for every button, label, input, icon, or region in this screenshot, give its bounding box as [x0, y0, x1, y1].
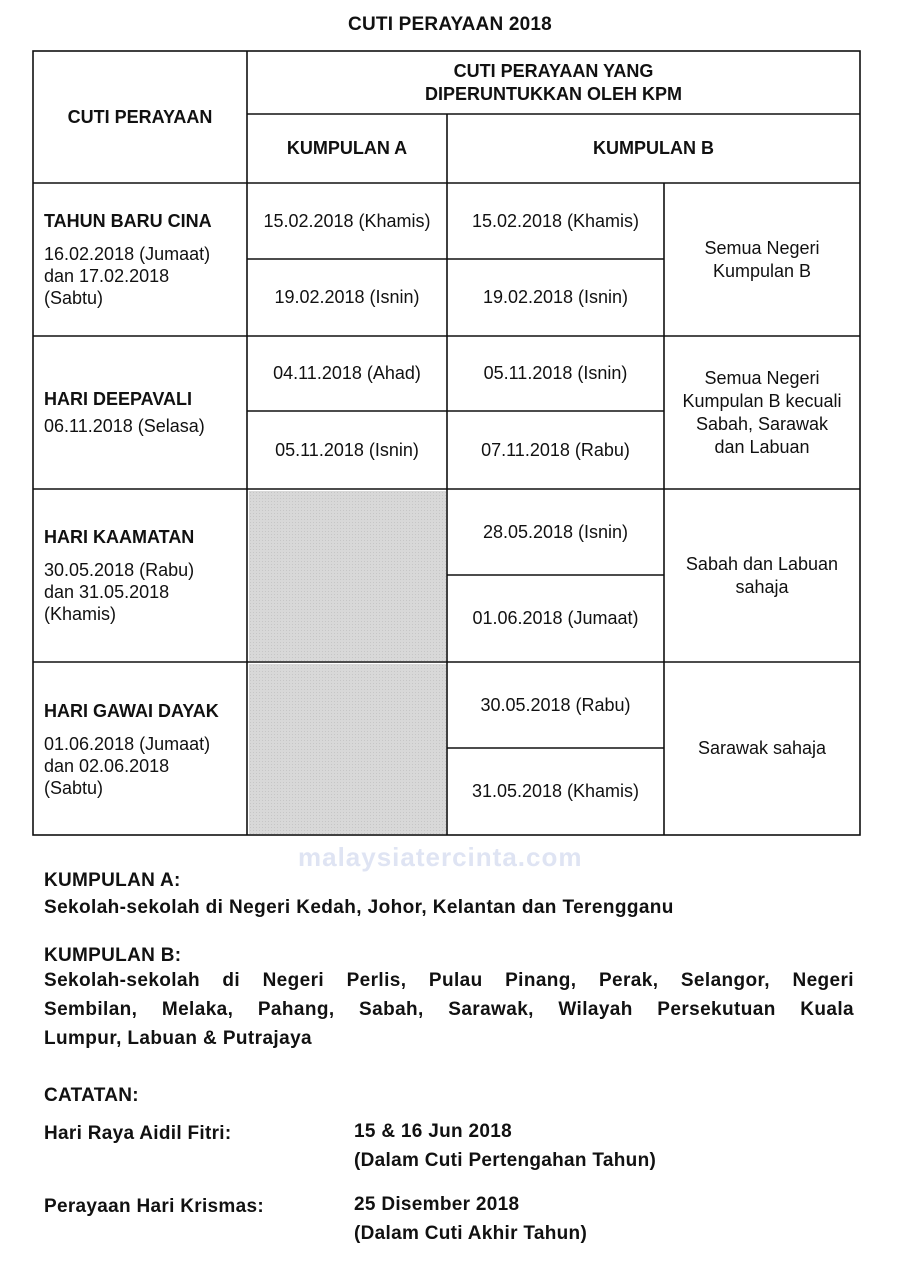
scope-line: Semua Negeri — [704, 367, 820, 388]
kumpulan-b-scope — [665, 337, 859, 488]
festival-tahun-baru-cina — [44, 210, 244, 309]
festival-hari-gawai-dayak — [44, 700, 244, 799]
kumpulan-b-line: Sembilan, Melaka, Pahang, Sabah, Sarawak, Wilayah Persekutuan Kuala — [44, 999, 854, 1020]
note-sub: (Dalam Cuti Akhir Tahun) — [354, 1223, 588, 1244]
scope-line: Sabah dan Labuan — [685, 553, 839, 574]
catatan-heading: CATATAN: — [44, 1085, 139, 1106]
kumpulan-b-date: 19.02.2018 (Isnin) — [482, 287, 629, 307]
kumpulan-b-date: 01.06.2018 (Jumaat) — [472, 608, 639, 628]
kumpulan-b-heading: KUMPULAN B: — [44, 945, 182, 966]
kumpulan-a-date: 04.11.2018 (Ahad) — [273, 363, 421, 383]
scope-line: sahaja — [735, 576, 789, 597]
scope-line: Kumpulan B — [712, 260, 812, 281]
kumpulan-a-date: 19.02.2018 (Isnin) — [274, 287, 420, 307]
festival-date-line: 01.06.2018 (Jumaat) — [44, 734, 211, 754]
kumpulan-b-date: 15.02.2018 (Khamis) — [471, 210, 640, 231]
scope-line: Semua Negeri — [704, 237, 820, 258]
kumpulan-b-scope — [665, 663, 859, 834]
festival-date-line: (Sabtu) — [44, 288, 104, 308]
kumpulan-a-description: Sekolah-sekolah di Negeri Kedah, Johor, Kelantan dan Terengganu — [44, 897, 674, 918]
note-label-krismas: Perayaan Hari Krismas: — [44, 1196, 264, 1217]
document-title: CUTI PERAYAAN 2018 — [348, 14, 552, 35]
kumpulan-b-line: Sekolah-sekolah di Negeri Perlis, Pulau Pinang, Perak, Selangor, Negeri — [44, 970, 854, 991]
kumpulan-b-line: Lumpur, Labuan & Putrajaya — [44, 1028, 313, 1049]
header-kumpulan-b: KUMPULAN B — [593, 138, 714, 158]
watermark-text: malaysiatercinta.com — [298, 842, 583, 872]
header-allocated-line1: CUTI PERAYAAN YANG — [453, 60, 654, 81]
festival-name: TAHUN BARU CINA — [44, 211, 212, 231]
scope-line: dan Labuan — [714, 436, 810, 457]
kumpulan-a-not-applicable-gawai — [249, 664, 446, 834]
kumpulan-b-scope — [665, 490, 859, 661]
festival-date-line: 30.05.2018 (Rabu) — [44, 560, 195, 580]
festival-date-line: 16.02.2018 (Jumaat) — [44, 244, 211, 264]
note-value-aidilfitri — [354, 1117, 656, 1175]
kumpulan-b-description — [44, 966, 854, 1053]
festival-date-line: (Khamis) — [44, 604, 117, 624]
kumpulan-b-date: 31.05.2018 (Khamis) — [471, 781, 640, 801]
kumpulan-a-date: 15.02.2018 (Khamis) — [263, 210, 431, 231]
note-date: 15 & 16 Jun 2018 — [354, 1121, 512, 1142]
note-sub: (Dalam Cuti Pertengahan Tahun) — [354, 1150, 657, 1171]
scope-line: Kumpulan B kecuali — [682, 390, 842, 411]
header-allocated — [248, 52, 859, 113]
kumpulan-a-heading: KUMPULAN A: — [44, 870, 181, 891]
kumpulan-a-not-applicable-kaamatan — [249, 491, 446, 661]
festival-name: HARI GAWAI DAYAK — [44, 701, 219, 721]
kumpulan-b-date: 05.11.2018 (Isnin) — [483, 363, 628, 383]
scope-line: Sabah, Sarawak — [695, 413, 829, 434]
header-kumpulan-a: KUMPULAN A — [286, 138, 408, 158]
kumpulan-b-date: 30.05.2018 (Rabu) — [480, 694, 631, 715]
note-value-krismas — [354, 1190, 587, 1248]
scope-line: Sarawak sahaja — [697, 738, 827, 758]
kumpulan-a-date: 05.11.2018 (Isnin) — [275, 439, 419, 460]
festival-date-line: (Sabtu) — [44, 778, 104, 798]
festival-date-line: 06.11.2018 (Selasa) — [44, 416, 205, 436]
kumpulan-b-date: 07.11.2018 (Rabu) — [481, 439, 630, 460]
kumpulan-b-date: 28.05.2018 (Isnin) — [482, 521, 629, 542]
kumpulan-b-scope — [665, 184, 859, 335]
festival-date-line: dan 31.05.2018 — [44, 582, 170, 602]
festival-name: HARI KAAMATAN — [44, 527, 195, 547]
festival-date-line: dan 02.06.2018 — [44, 756, 170, 776]
note-label-aidilfitri: Hari Raya Aidil Fitri: — [44, 1123, 232, 1144]
header-cuti-perayaan: CUTI PERAYAAN — [67, 106, 213, 127]
festival-hari-deepavali — [44, 388, 244, 437]
festival-hari-kaamatan — [44, 526, 244, 625]
note-date: 25 Disember 2018 — [354, 1194, 520, 1215]
header-allocated-line2: DIPERUNTUKKAN OLEH KPM — [424, 83, 682, 104]
festival-date-line: dan 17.02.2018 — [44, 266, 170, 286]
festival-name: HARI DEEPAVALI — [44, 389, 193, 409]
